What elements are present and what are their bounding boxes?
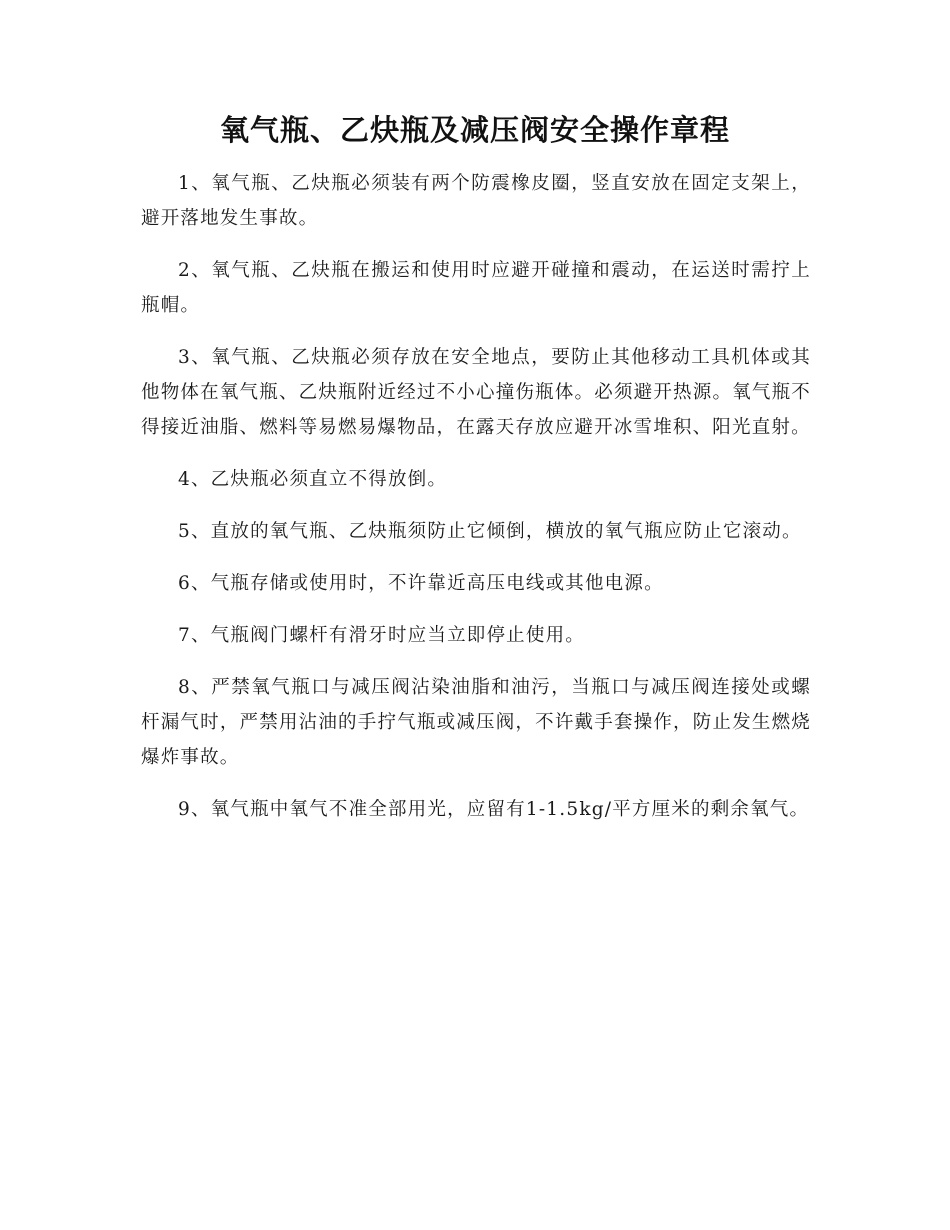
paragraph-7: 7、气瓶阀门螺杆有滑牙时应当立即停止使用。	[178, 625, 585, 646]
paragraph-6: 6、气瓶存储或使用时，不许靠近高压电线或其他电源。	[178, 573, 664, 594]
paragraph-1: 1、氧气瓶、乙炔瓶必须装有两个防震橡皮圈，竖直安放在固定支架上，避开落地发生事故。	[141, 173, 811, 229]
page-title: 氧气瓶、乙炔瓶及减压阀安全操作章程	[219, 113, 730, 147]
paragraph-8: 8、严禁氧气瓶口与减压阀沾染油脂和油污，当瓶口与减压阀连接处或螺杆漏气时，严禁用沾油的手拧气瓶或减压阀，不许戴手套操作，防止发生燃烧爆炸事故。	[141, 677, 811, 768]
paragraph-9: 9、氧气瓶中氧气不准全部用光，应留有1-1.5kg/平方厘米的剩余氧气。	[178, 799, 810, 820]
paragraph-3: 3、氧气瓶、乙炔瓶必须存放在安全地点，要防止其他移动工具机体或其他物体在氧气瓶、乙炔瓶附近经过不小心撞伤瓶体。必须避开热源。氧气瓶不得接近油脂、燃料等易燃易爆物品，在露天存放应避开冰雪堆积、阳光直射。	[141, 347, 811, 438]
document-body	[141, 166, 811, 844]
paragraph-5: 5、直放的氧气瓶、乙炔瓶须防止它倾倒，横放的氧气瓶应防止它滚动。	[178, 521, 802, 542]
paragraph-2: 2、氧气瓶、乙炔瓶在搬运和使用时应避开碰撞和震动，在运送时需拧上瓶帽。	[141, 260, 811, 316]
paragraph-4: 4、乙炔瓶必须直立不得放倒。	[178, 469, 448, 490]
